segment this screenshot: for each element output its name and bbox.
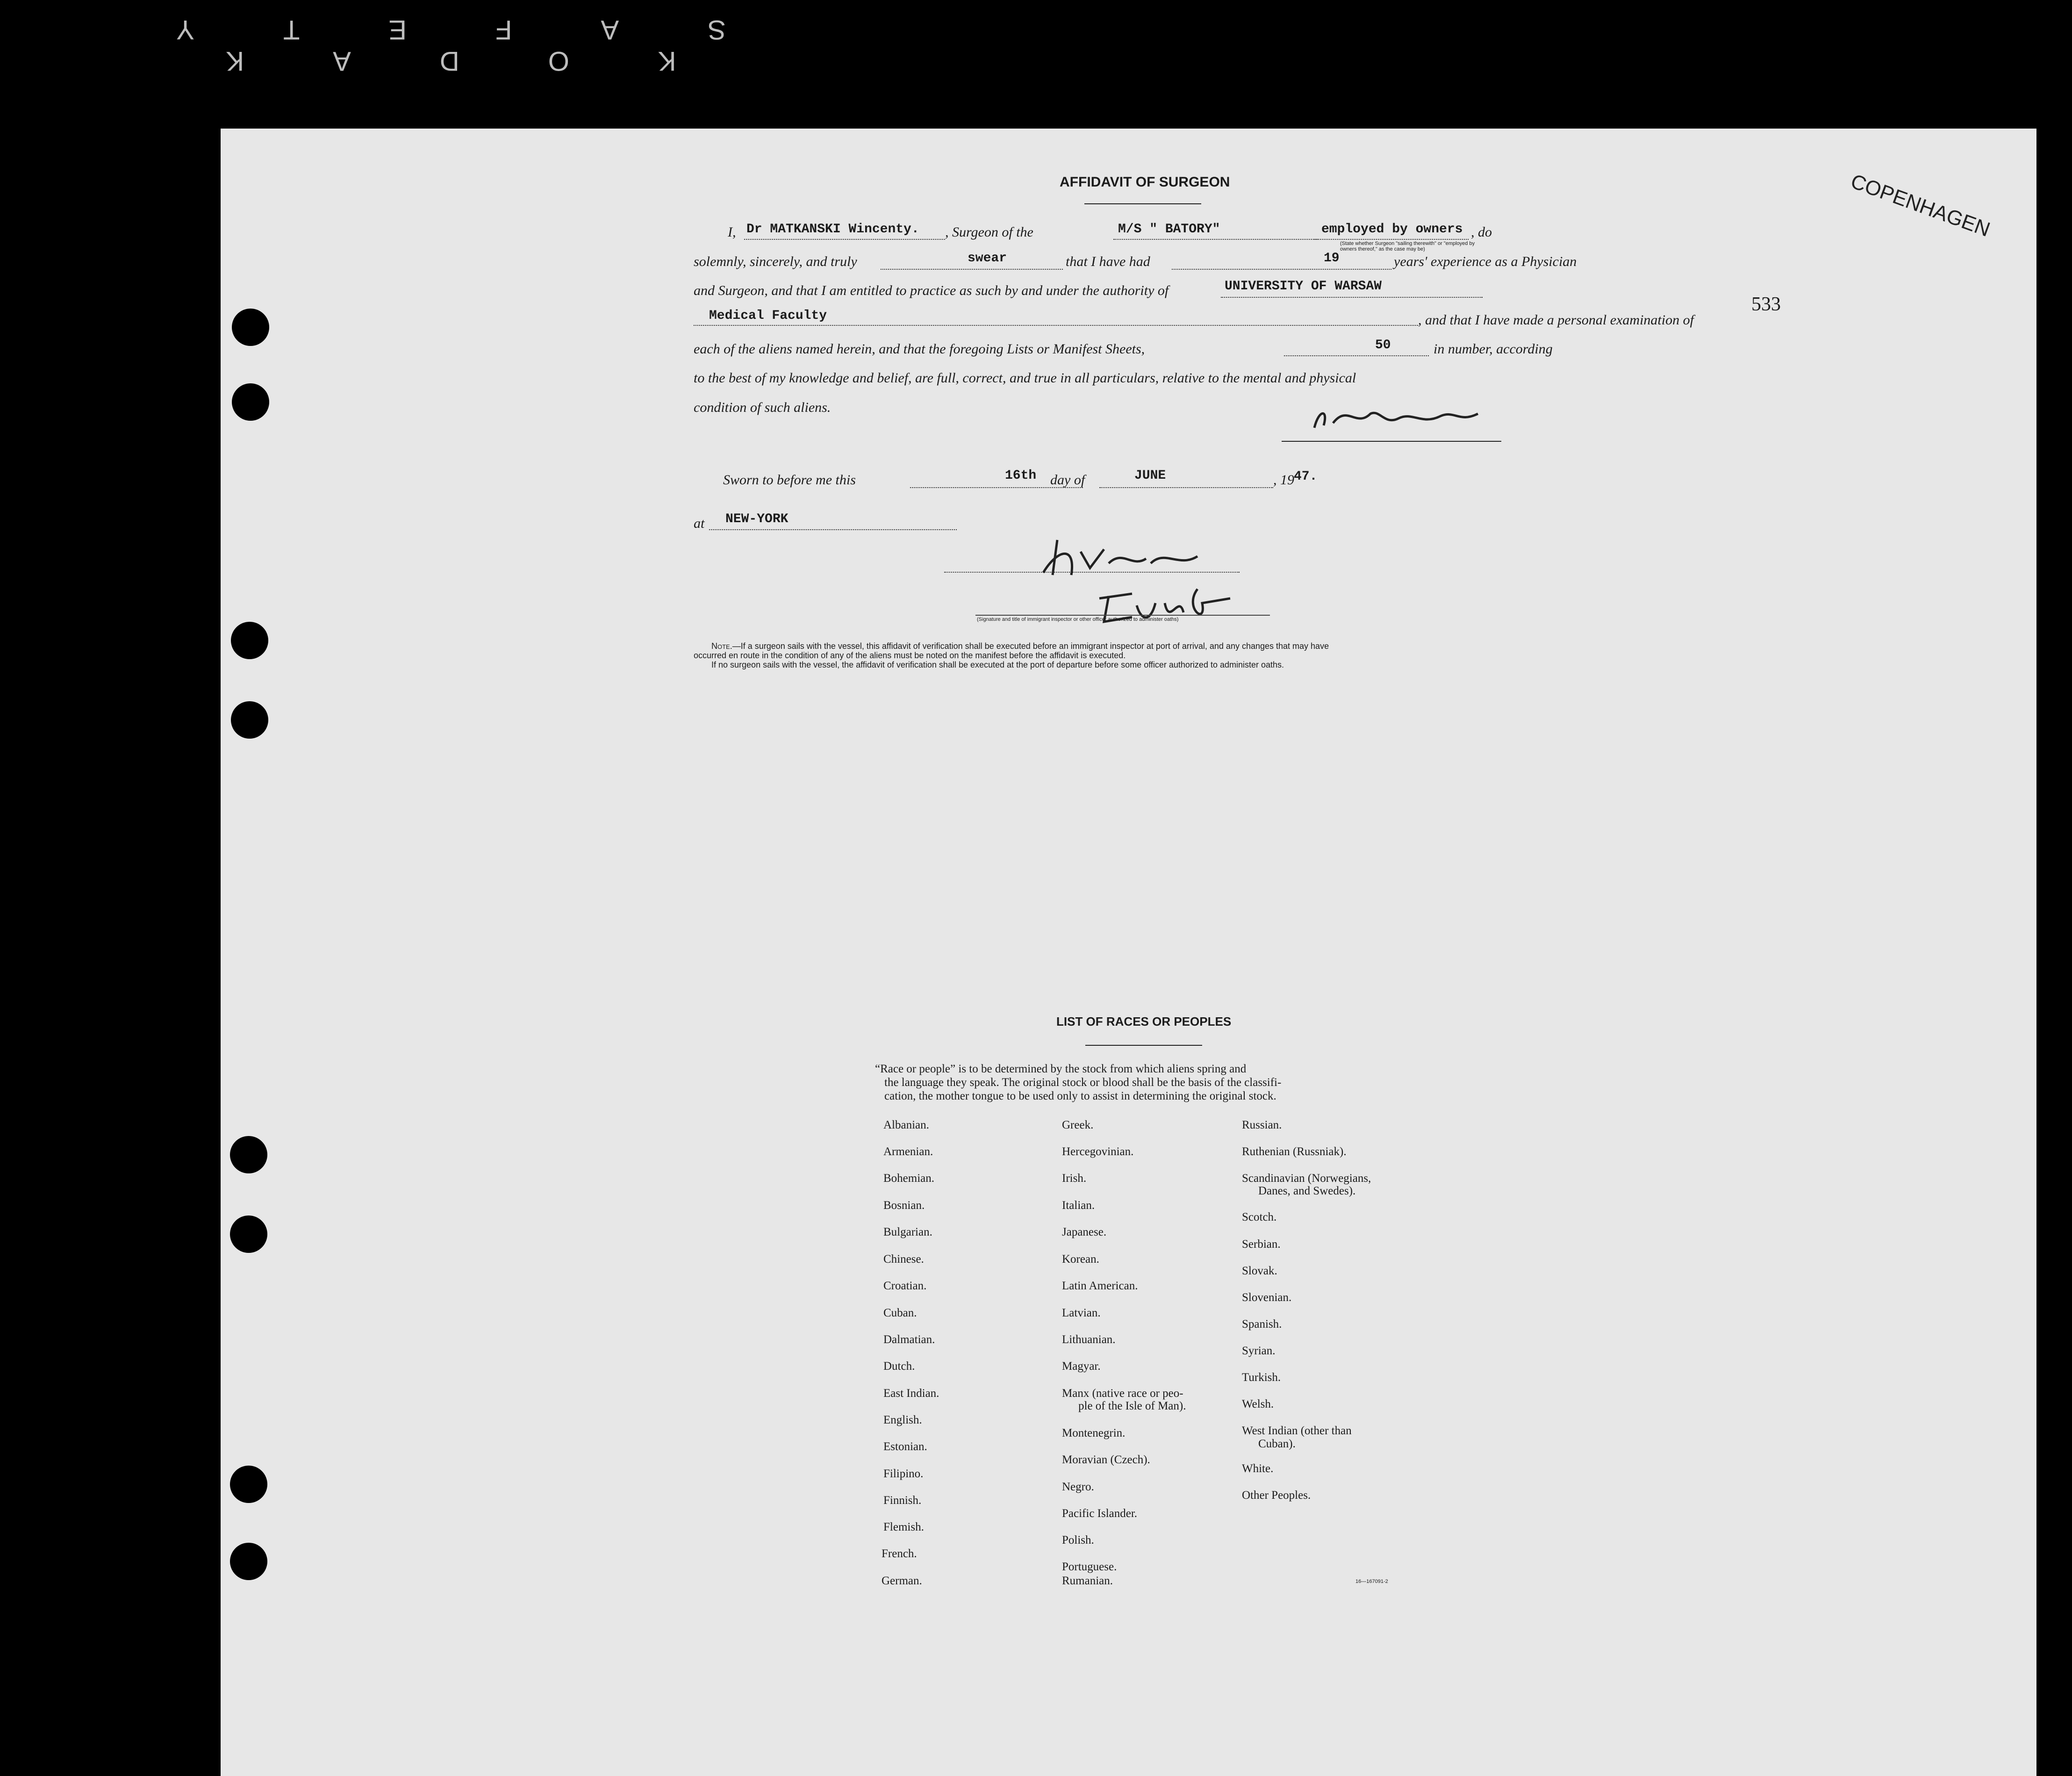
list-item: Negro. (1062, 1481, 1094, 1493)
oath-word: swear (968, 251, 1007, 266)
list-item: Greek. (1062, 1119, 1094, 1131)
punch-hole (230, 1215, 267, 1253)
races-intro-2: the language they speak. The original stock or blood shall be the basis of the classifi- (884, 1076, 1282, 1089)
list-item: Slovak. (1242, 1265, 1277, 1277)
list-item: Portuguese. (1062, 1560, 1117, 1573)
list-item: Turkish. (1242, 1371, 1281, 1384)
years-experience: 19 (1324, 251, 1340, 266)
authority-2: Medical Faculty (709, 309, 827, 323)
list-item: Filipino. (883, 1467, 924, 1480)
list-item: Croatian. (883, 1280, 927, 1292)
races-intro-3: cation, the mother tongue to be used only to assist in determining the original stock. (884, 1090, 1276, 1102)
list-item: Bulgarian. (883, 1226, 932, 1238)
employment: employed by owners (1321, 222, 1463, 237)
list-item: Hercegovinian. (1062, 1145, 1134, 1158)
list-item: Albanian. (883, 1119, 929, 1131)
l1-c: , do (1471, 224, 1492, 240)
list-item: Italian. (1062, 1199, 1095, 1212)
sheet-count: 50 (1375, 338, 1391, 352)
punch-hole (230, 1543, 267, 1580)
list-item: Montenegrin. (1062, 1427, 1126, 1439)
l3-a: and Surgeon, and that I am entitled to practice as such by and under the authority of (694, 283, 1169, 298)
punch-hole (230, 1466, 267, 1503)
l4-b: , and that I have made a personal examination of (1418, 312, 1694, 328)
list-item: ple of the Isle of Man). (1078, 1400, 1186, 1412)
sworn-day: 16th (1005, 468, 1037, 483)
fill-line (944, 572, 1240, 573)
list-item: Moravian (Czech). (1062, 1453, 1150, 1466)
film-edge-label: KODAK SAFETY (87, 14, 726, 76)
port-stamp: COPENHAGEN (1848, 169, 1993, 242)
list-item: Latin American. (1062, 1280, 1138, 1292)
signature-caption: (Signature and title of immigrant inspector or other officer authorized to administer oaths) (977, 617, 1179, 622)
list-item: Polish. (1062, 1534, 1094, 1546)
officer-title-signature (1090, 584, 1286, 631)
list-item: Lithuanian. (1062, 1333, 1116, 1346)
note-1: —If a surgeon sails with the vessel, this affidavit of verification shall be executed before an immigrant inspector at port of arrival, and any changes that may have (732, 641, 1329, 651)
l5-b: in number, according (1434, 341, 1553, 357)
fill-line (744, 239, 945, 240)
l6: to the best of my knowledge and belief, are full, correct, and true in all particulars, relative to the mental and physical (694, 370, 1356, 386)
l2-c: years' experience as a Physician (1394, 254, 1577, 269)
list-item: Dutch. (883, 1360, 915, 1373)
punch-hole (230, 1136, 267, 1173)
fill-line (1099, 487, 1273, 488)
list-item: Armenian. (883, 1145, 933, 1158)
punch-hole (232, 383, 269, 421)
year-prefix: , 19 (1273, 472, 1294, 488)
punch-hole (231, 622, 268, 659)
list-item: Latvian. (1062, 1307, 1101, 1319)
list-item: Irish. (1062, 1172, 1087, 1185)
l2-b: that I have had (1066, 254, 1150, 269)
list-item: Russian. (1242, 1119, 1282, 1131)
l1-a: I, (728, 224, 736, 240)
fill-line (694, 325, 1418, 326)
list-item: Slovenian. (1242, 1291, 1292, 1304)
list-item: Scandinavian (Norwegians, (1242, 1172, 1371, 1185)
list-item: Magyar. (1062, 1360, 1101, 1373)
list-item: Other Peoples. (1242, 1489, 1311, 1502)
page-number: 533 (1751, 294, 1781, 315)
list-item: Welsh. (1242, 1398, 1274, 1410)
list-item: Syrian. (1242, 1345, 1276, 1357)
races-intro-1: “Race or people” is to be determined by the stock from which aliens spring and (875, 1063, 1247, 1075)
vessel-name: M/S " BATORY" (1118, 222, 1220, 237)
surgeon-signature (1305, 400, 1501, 437)
list-item: English. (883, 1414, 922, 1426)
list-item: Japanese. (1062, 1226, 1107, 1238)
authority-1: UNIVERSITY OF WARSAW (1225, 279, 1382, 294)
list-item: East Indian. (883, 1387, 939, 1400)
list-item: White. (1242, 1462, 1274, 1475)
list-item: Korean. (1062, 1253, 1099, 1265)
note-3: If no surgeon sails with the vessel, the affidavit of verification shall be executed at the port of departure before some officer authorized to administer oaths. (711, 660, 1284, 669)
fill-line (709, 529, 957, 530)
races-title: LIST OF RACES OR PEOPLES (1056, 1014, 1232, 1028)
employment-note: (State whether Surgeon "sailing therewith" or "employed by owners thereof," as the case may be) (1340, 241, 1475, 252)
affidavit-title: AFFIDAVIT OF SURGEON (1060, 174, 1230, 190)
list-item: French. (882, 1547, 917, 1560)
sworn-year: 47. (1294, 469, 1318, 484)
note-2: occurred en route in the condition of any of the aliens must be noted on the manifest before the affidavit is executed. (694, 651, 1126, 660)
list-item: Flemish. (883, 1521, 924, 1533)
list-item: Manx (native race or peo- (1062, 1387, 1183, 1400)
punch-hole (231, 701, 268, 739)
note-label: Note. (711, 641, 732, 651)
sworn-b: day of (1050, 472, 1085, 488)
form-number: 16—167091-2 (1355, 1579, 1388, 1584)
at-label: at (694, 516, 705, 531)
list-item: Rumanian. (1062, 1575, 1113, 1587)
document-page (221, 129, 2036, 1776)
l5-a: each of the aliens named herein, and that the foregoing Lists or Manifest Sheets, (694, 341, 1145, 357)
list-item: Pacific Islander. (1062, 1507, 1138, 1520)
sworn-a: Sworn to before me this (723, 472, 856, 488)
list-item: Spanish. (1242, 1318, 1282, 1330)
fill-line (1314, 239, 1469, 240)
officer-rule (975, 615, 1270, 616)
list-item: Bosnian. (883, 1199, 925, 1212)
list-item: Serbian. (1242, 1238, 1281, 1251)
list-item: German. (882, 1575, 922, 1587)
fill-line (1172, 269, 1391, 270)
list-item: Finnish. (883, 1494, 922, 1507)
officer-signature (1029, 531, 1226, 582)
title-rule (1084, 203, 1201, 204)
races-title-rule (1085, 1045, 1202, 1046)
fill-line (1113, 239, 1319, 240)
l7: condition of such aliens. (694, 400, 831, 415)
fill-line (1221, 297, 1483, 298)
list-item: Danes, and Swedes). (1258, 1185, 1356, 1197)
list-item: Dalmatian. (883, 1333, 935, 1346)
fill-line (1284, 355, 1429, 356)
surgeon-name: Dr MATKANSKI Wincenty. (746, 222, 919, 237)
signature-rule (1282, 441, 1501, 442)
punch-hole (232, 309, 269, 346)
list-item: Ruthenian (Russniak). (1242, 1145, 1347, 1158)
list-item: Bohemian. (883, 1172, 935, 1185)
list-item: Estonian. (883, 1440, 927, 1453)
sworn-month: JUNE (1134, 468, 1166, 483)
list-item: West Indian (other than (1242, 1424, 1352, 1437)
l1-b: , Surgeon of the (945, 224, 1033, 240)
sworn-place: NEW-YORK (725, 512, 789, 526)
fill-line (881, 269, 1063, 270)
list-item: Cuban. (883, 1307, 917, 1319)
list-item: Cuban). (1258, 1438, 1296, 1450)
l2-a: solemnly, sincerely, and truly (694, 254, 857, 269)
list-item: Chinese. (883, 1253, 924, 1265)
note-1-row (711, 641, 1329, 651)
list-item: Scotch. (1242, 1211, 1277, 1223)
